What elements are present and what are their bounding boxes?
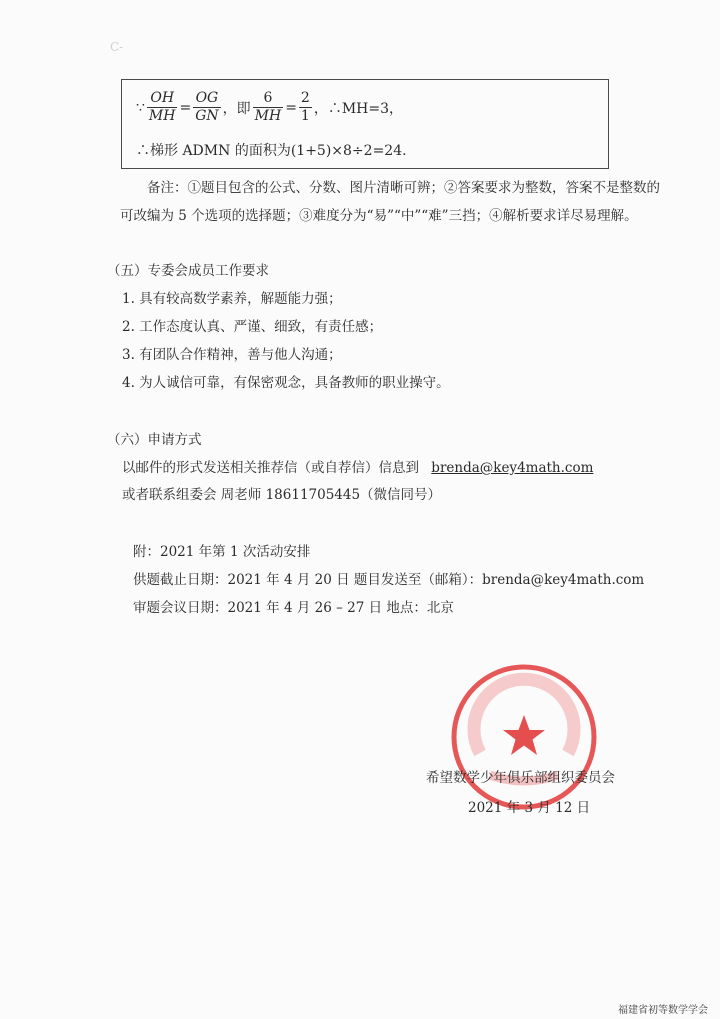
appendix-title: 附：2021 年第 1 次活动安排 xyxy=(133,544,311,560)
because-symbol: ∵ xyxy=(136,99,145,116)
scan-mark: C- xyxy=(110,40,124,54)
separator-text: ，即 xyxy=(222,100,251,117)
appendix-meeting: 审题会议日期：2021 年 4 月 26 – 27 日 地点：北京 xyxy=(133,600,454,616)
signature-org: 希望数学少年俱乐部组织委员会 xyxy=(426,770,615,786)
formula-row xyxy=(136,90,405,125)
equals-sign-2: = xyxy=(285,99,297,116)
footer-watermark: 福建省初等数学学会 xyxy=(618,1005,708,1016)
appendix-deadline: 供题截止日期：2021 年 4 月 20 日 题目发送至（邮箱）：brenda@key4math.com xyxy=(133,572,645,588)
official-seal xyxy=(450,663,598,811)
fraction-og-gn: $\frac{OG}{GN}$ xyxy=(195,90,219,124)
equals-sign: = xyxy=(179,99,192,116)
section-6-title: （六）申请方式 xyxy=(107,432,202,448)
fraction-2-1: $\frac{2}{1}$ xyxy=(300,90,310,124)
area-conclusion: ∴梯形 ADMN 的面积为(1+5)×8÷2=24. xyxy=(136,143,407,159)
section-6-line-1 xyxy=(122,456,593,476)
email-link[interactable]: brenda@key4math.com xyxy=(431,460,594,476)
fraction-6-mh: $\frac{6}{MH}$ xyxy=(254,90,282,124)
section-5-item-4: 4. 为人诚信可靠，有保密观念，具备教师的职业操守。 xyxy=(122,375,450,391)
section-5-item-1: 1. 具有较高数学素养，解题能力强； xyxy=(122,291,342,307)
apply-instruction: 以邮件的形式发送相关推荐信（或自荐信）信息到 xyxy=(122,460,419,476)
result-text: ，∴MH=3， xyxy=(313,100,404,117)
section-5-item-2: 2. 工作态度认真、严谨、细致，有责任感； xyxy=(122,319,383,335)
fraction-oh-mh: $\frac{OH}{MH}$ xyxy=(148,90,176,124)
signature-date: 2021 年 3 月 12 日 xyxy=(468,800,591,816)
section-6-line-2: 或者联系组委会 周老师 18611705445（微信同号） xyxy=(122,487,442,503)
section-5-title: （五）专委会成员工作要求 xyxy=(107,263,269,279)
solution-box xyxy=(121,79,609,169)
note-line-2: 可改编为 5 个选项的选择题；③难度分为“易”“中”“难”三挡；④解析要求详尽易理解。 xyxy=(120,208,638,224)
section-5-item-3: 3. 有团队合作精神，善与他人沟通； xyxy=(122,347,342,363)
note-line-1: 备注：①题目包含的公式、分数、图片清晰可辨；②答案要求为整数，答案不是整数的 xyxy=(147,180,660,196)
